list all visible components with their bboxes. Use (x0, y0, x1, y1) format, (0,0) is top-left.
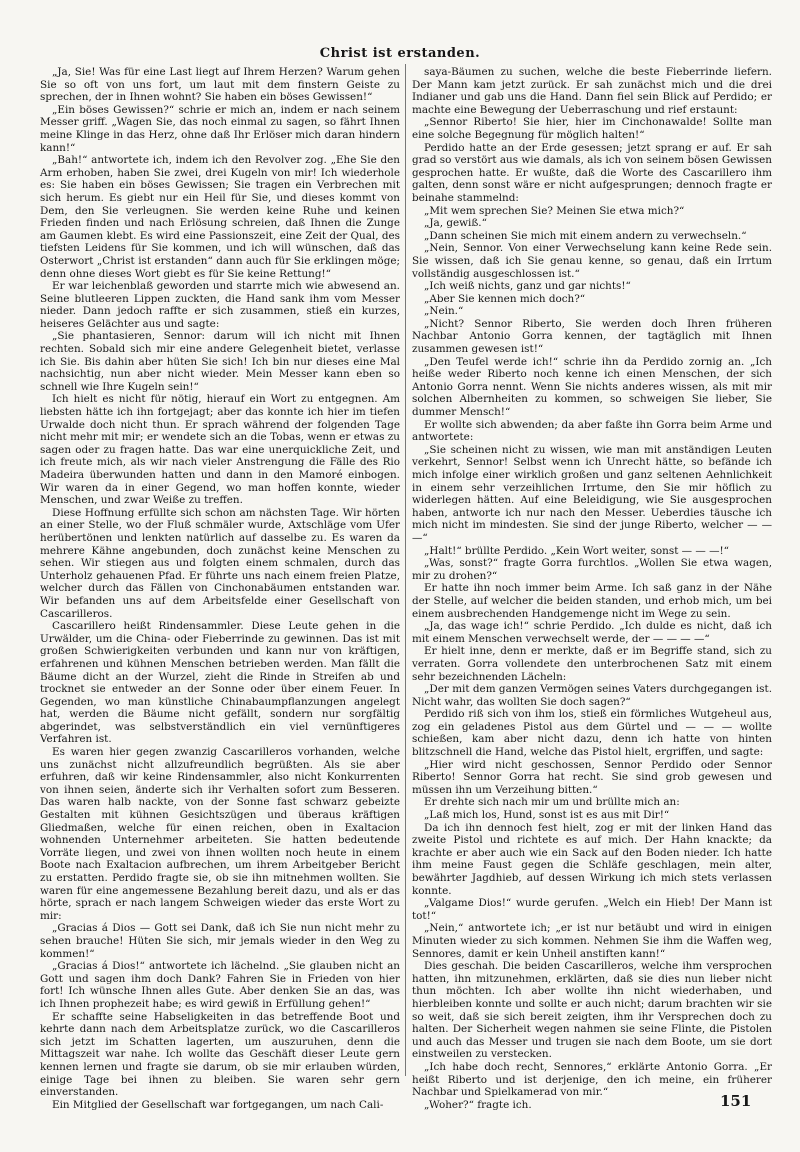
paragraph: „Den Teufel werde ich!“ schrie ihn da Perdido zornig an. „Ich heiße weder Riberto noch kenne ich einen Menschen, der sich Antonio Gorra nennt. Wenn Sie nichts anderes wissen, als mit mir solchen Albernheiten zu kommen, so schweigen Sie lieber, Sie dummer Mensch!“ (412, 355, 772, 419)
paragraph: „Hier wird nicht geschossen, Sennor Perdido oder Sennor Riberto! Sennor Gorra hat recht. Sie sind grob gewesen und müssen ihn um Verzeihung bitten.“ (412, 758, 772, 796)
paragraph: „Nein.“ (424, 305, 464, 318)
paragraph: „Aber Sie kennen mich doch?“ (424, 292, 586, 305)
left-column (40, 66, 400, 1111)
paragraph: „Woher?“ fragte ich. (424, 1098, 532, 1111)
paragraph: „Ich weiß nichts, ganz und gar nichts!“ (424, 280, 631, 293)
running-header: Christ ist erstanden. (319, 46, 481, 61)
paragraph: Er drehte sich nach mir um und brüllte mich an: (424, 796, 680, 809)
paragraph: Es waren hier gegen zwanzig Cascarilleros vorhanden, welche uns zunächst nicht allzufreundlich begrüßten. Als sie aber erfuhren, daß wir keine Rindensammler, also nicht Konkurrenten von ihnen seien, änderte sich ihr Verhalten sofort zum Besseren. Das waren halb nackte, von der Sonne fast schwarz gebeizte Gestalten mit kühnen Gesichtszügen und überaus kräftigen Gliedmaßen, welche für einen reichen, oben in Exaltacion wohnenden Unternehmer arbeiteten. Sie hatten bedeutende Vorräte liegen, und zwei von ihnen wollten noch heute in einem Boote nach Exaltacion aufbrechen, um ihrem Arbeitgeber Bericht zu erstatten. Perdido fragte sie, ob sie ihn mitnehmen wollten. Sie waren für eine angemessene Bezahlung bereit dazu, und als er das hörte, sprach er nach langem Schweigen wieder das erste Wort zu mir: (40, 746, 400, 922)
paragraph: Er hielt inne, denn er merkte, daß er im Begriffe stand, sich zu verraten. Gorra vollendete den unterbrochenen Satz mit einem sehr bezeichnenden Lächeln: (412, 645, 772, 683)
paragraph: „Ich habe doch recht, Sennores,“ erklärte Antonio Gorra. „Er heißt Riberto und ist derjenige, den ich meine, ein früherer Nachbar und Spielkamerad von mir.“ (412, 1060, 772, 1099)
paragraph: „Sie phantasieren, Sennor: darum will ich nicht mit Ihnen rechten. Sobald sich mir eine andere Gelegenheit bietet, verlasse ich Sie. Bis dahin aber hüten Sie sich! Ich bin nur dieses eine Mal nachsichtig, nun aber nicht wieder. Mein Messer kann eben so schnell wie Ihre Kugeln sein!“ (40, 330, 400, 393)
paragraph: Dies geschah. Die beiden Cascarilleros, welche ihm versprochen hatten, ihn mitzunehmen, erklärten, daß sie dies nun lieber nicht thun möchten. Ich aber wollte ihn nicht wiederhaben, und hierbleiben konnte und sollte er auch nicht; darum brachten wir sie so weit, daß sie sich bereit zeigten, ihm ihr Versprechen doch zu halten. Der Sicherheit wegen nahmen sie seine Flinte, die Pistolen und auch das Messer und trugen sie nach dem Boote, um sie dort einstweilen zu verstecken. (412, 960, 772, 1061)
paragraph: „Ja, das wage ich!“ schrie Perdido. „Ich dulde es nicht, daß ich mit einem Menschen verwechselt werde, der — — — —“ (412, 620, 772, 645)
paragraph: Ich hielt es nicht für nötig, hierauf ein Wort zu entgegnen. Am liebsten hätte ich ihn fortgejagt; aber das konnte ich hier im tiefen Urwalde doch nicht thun. Er sprach während der folgenden Tage nicht mehr mit mir; er wendete sich an die Tobas, wenn er etwas zu sagen oder zu fragen hatte. Das war eine unerquickliche Zeit, und ich freute mich, als wir nach vieler Anstrengung die Fälle des Rio Madeira überwunden hatten und dann in den Mamoré einbogen. Wir waren da in einer Gegend, wo man hoffen konnte, wieder Menschen, und zwar Weiße zu treffen. (40, 393, 400, 507)
paragraph: „Sennor Riberto! Sie hier, hier im Cinchonawalde! Sollte man eine solche Begegnung für möglich halten!“ (412, 116, 772, 141)
paragraph: Er war leichenblaß geworden und starrte mich wie abwesend an. Seine blutleeren Lippen zuckten, die Hand sank ihm vom Messer nieder. Dann jedoch raffte er sich zusammen, stieß ein kurzes, heiseres Gelächter aus und sagte: (40, 280, 400, 330)
paragraph: Er hatte ihn noch immer beim Arme. Ich saß ganz in der Nähe der Stelle, auf welcher die beiden standen, und erhob mich, um bei einem ausbrechenden Handgemenge nicht im Wege zu sein. (412, 582, 772, 620)
paragraph: „Laß mich los, Hund, sonst ist es aus mit Dir!“ (424, 809, 670, 822)
paragraph: „Nein,“ antwortete ich; „er ist nur betäubt und wird in einigen Minuten wieder zu sich kommen. Nehmen Sie ihm die Waffen weg, Sennores, damit er kein Unheil anstiften kann!“ (412, 922, 772, 960)
paragraph: „Nicht? Sennor Riberto, Sie werden doch Ihren früheren Nachbar Antonio Gorra kennen, der tagtäglich mit Ihnen zusammen gewesen ist!“ (412, 317, 772, 356)
paragraph: „Bah!“ antwortete ich, indem ich den Revolver zog. „Ehe Sie den Arm erhoben, haben Sie zwei, drei Kugeln von mir! Ich wiederhole es: Sie haben ein böses Gewissen; Sie tragen ein Verbrechen mit sich herum. Es giebt nur ein Heil für Sie, und dieses kommt von Dem, den Sie verleugnen. Sie werden keine Ruhe und keinen Frieden finden und nach Erlösung schreien, daß Ihnen die Zunge am Gaumen klebt. Es wird eine Passionszeit, eine Zeit der Qual, des tiefsten Leidens für Sie kommen, und ich will wünschen, daß das Osterwort „Christ ist erstanden“ dann auch für Sie erklingen möge; denn ohne dieses Wort giebt es für Sie keine Rettung!“ (40, 154, 400, 280)
paragraph: „Ja, gewiß.“ (424, 217, 487, 230)
paragraph: saya-Bäumen zu suchen, welche die beste Fieberrinde liefern. Der Mann kam jetzt zurück. Er sah zunächst mich und die drei Indianer und gab uns die Hand. Dann fiel sein Blick auf Perdido; er machte eine Bewegung der Ueberraschung und rief erstaunt: (412, 66, 772, 116)
page-number: 151 (720, 1092, 752, 1110)
paragraph: Er wollte sich abwenden; da aber faßte ihn Gorra beim Arme und antwortete: (412, 418, 772, 444)
paragraph: „Der mit dem ganzen Vermögen seines Vaters durchgegangen ist. Nicht wahr, das wollten Sie doch sagen?“ (412, 683, 772, 708)
paragraph: Perdido hatte an der Erde gesessen; jetzt sprang er auf. Er sah grad so verstört aus wie damals, als ich von seinem bösen Gewissen gesprochen hatte. Er wußte, daß die Worte des Cascarillero ihm galten, denn sonst wäre er nicht aufgesprungen; dennoch fragte er beinahe stammelnd: (412, 141, 772, 204)
paragraph: Ein Mitglied der Gesellschaft war fortgegangen, um nach Cali- (52, 1098, 384, 1111)
paragraph: „Gracias á Dios — Gott sei Dank, daß ich Sie nun nicht mehr zu sehen brauche! Hüten Sie sich, mir jemals wieder in den Weg zu kommen!“ (40, 922, 400, 960)
paragraph: „Valgame Dios!“ wurde gerufen. „Welch ein Hieb! Der Mann ist tot!“ (412, 897, 772, 922)
paragraph: „Nein, Sennor. Von einer Verwechselung kann keine Rede sein. Sie wissen, daß ich Sie genau kenne, so genau, daß ein Irrtum vollständig ausgeschlossen ist.“ (412, 242, 772, 280)
paragraph: „Mit wem sprechen Sie? Meinen Sie etwa mich?“ (424, 204, 685, 217)
paragraph: Da ich ihn dennoch fest hielt, zog er mit der linken Hand das zweite Pistol und richtete es auf mich. Der Hahn knackte; da krachte er aber auch wie ein Sack auf den Boden nieder. Ich hatte ihm meine Faust gegen die Schläfe geschlagen, mein alter, bewährter Jagdhieb, auf dessen Wirkung ich mich stets verlassen konnte. (412, 821, 772, 897)
paragraph: „Sie scheinen nicht zu wissen, wie man mit anständigen Leuten verkehrt, Sennor! Selbst wenn ich Unrecht hätte, so befände ich mich infolge einer wirklich großen und ganz seltenen Aehnlichkeit in einem sehr verzeihlichen Irrtume, den Sie mir höflich zu widerlegen hätten. Auf eine Beleidigung, wie Sie ausgesprochen haben, antworte ich nur nach den Messer. Ueberdies täusche ich mich nicht im mindesten. Sie sind der junge Riberto, welcher — — —“ (412, 443, 772, 544)
paragraph: „Was, sonst?“ fragte Gorra furchtlos. „Wollen Sie etwa wagen, mir zu drohen?“ (412, 557, 772, 582)
paragraph: Perdido riß sich von ihm los, stieß ein förmliches Wutgeheul aus, zog ein geladenes Pistol aus dem Gürtel und — — — wollte schießen, kam aber nicht dazu, denn ich hatte von hinten blitzschnell die Hand, welche das Pistol hielt, ergriffen, und sagte: (412, 708, 772, 759)
paragraph: Cascarillero heißt Rindensammler. Diese Leute gehen in die Urwälder, um die China- oder Fieberrinde zu gewinnen. Das ist mit großen Schwierigkeiten verbunden und kann nur von kräftigen, erfahrenen und kühnen Menschen betrieben werden. Man fällt die Bäume dicht an der Wurzel, zieht die Rinde in Streifen ab und trocknet sie entweder an der Sonne oder über einem Feuer. In Gegenden, wo man künstliche Chinabaumpflanzungen angelegt hat, werden die Bäume nicht gefällt, sondern nur sorgfältig abgerindet, was selbstverständlich ein viel vernünftigeres Verfahren ist. (40, 620, 400, 746)
paragraph: Diese Hoffnung erfüllte sich schon am nächsten Tage. Wir hörten an einer Stelle, wo der Fluß schmäler wurde, Axtschläge vom Ufer herübertönen und lenkten natürlich auf dasselbe zu. Es waren da mehrere Kähne angebunden, doch zunächst keine Menschen zu sehen. Wir stiegen aus und folgten einem schmalen, durch das Unterholz gehauenen Pfad. Er führte uns nach einem freien Platze, welcher durch das Fällen von Cinchonabäumen entstanden war. Wir befanden uns auf dem Arbeitsfelde einer Gesellschaft von Cascarilleros. (40, 506, 400, 620)
paragraph: „Halt!“ brüllte Perdido. „Kein Wort weiter, sonst — — —!“ (424, 544, 729, 557)
paragraph: Er schaffte seine Habseligkeiten in das betreffende Boot und kehrte dann nach dem Arbeitsplatze zurück, wo die Cascarilleros sich jetzt im Schatten lagerten, um auszuruhen, denn die Mittagszeit war nahe. Ich wollte das Geschäft dieser Leute gern kennen lernen und fragte sie darum, ob sie mir erlauben würden, einige Tage bei ihnen zu bleiben. Sie waren sehr gern einverstanden. (40, 1010, 400, 1099)
paragraph: „Dann scheinen Sie mich mit einem andern zu verwechseln.“ (424, 229, 747, 242)
paragraph: „Ein böses Gewissen?“ schrie er mich an, indem er nach seinem Messer griff. „Wagen Sie, das noch einmal zu sagen, so fährt Ihnen meine Klinge in das Herz, ohne daß Ihr Erlöser mich daran hindern kann!“ (40, 103, 400, 154)
column-divider (405, 64, 406, 1076)
paragraph: „Gracias á Dios!“ antwortete ich lächelnd. „Sie glauben nicht an Gott und sagen ihm doch Dank? Fahren Sie in Frieden von hier fort! Ich wünsche Ihnen alles Gute. Aber denken Sie an das, was ich Ihnen prophezeit habe; es wird gewiß in Erfüllung gehen!“ (40, 960, 400, 1010)
paragraph: „Ja, Sie! Was für eine Last liegt auf Ihrem Herzen? Warum gehen Sie so oft von uns fort, um laut mit dem finstern Geiste zu sprechen, der in Ihnen wohnt? Sie haben ein böses Gewissen!“ (40, 66, 400, 104)
